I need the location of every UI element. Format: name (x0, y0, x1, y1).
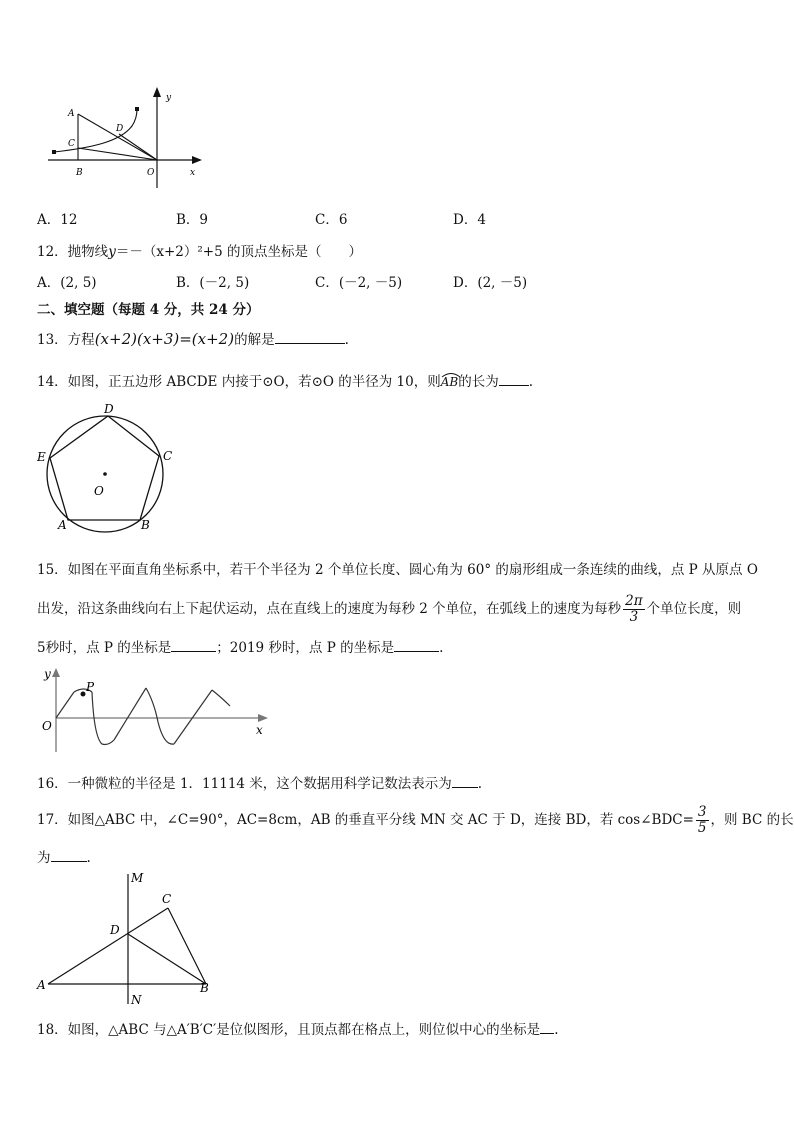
q11-option-b[interactable]: B．9 (176, 212, 209, 228)
q12-option-a[interactable]: A．(2, 5) (37, 275, 97, 291)
q15-line-3-a: 5秒时，点 P 的坐标是 (37, 640, 172, 656)
fig11-label-o: O (147, 168, 155, 178)
q13-answer-blank[interactable] (275, 330, 345, 344)
fig17-label-n: N (131, 993, 142, 1007)
fig14-label-o: O (94, 484, 104, 498)
q15-line-3-b: ；2019 秒时，点 P 的坐标是 (216, 640, 395, 656)
q17-end: . (86, 850, 91, 866)
q12-eq-rest: ＝－（x+2）²+5 的顶点坐标是（ ） (115, 244, 362, 260)
q17-frac-num: 3 (697, 804, 707, 820)
q18-answer-blank[interactable] (540, 1020, 554, 1034)
q16-text: 16．一种微粒的半径是 1．11114 米，这个数据用科学记数法表示为 (37, 776, 452, 792)
q14-stem (37, 370, 533, 390)
fig17-label-d: D (110, 923, 120, 937)
fig11-label-b: B (76, 168, 83, 178)
q12-option-c[interactable]: C．(－2, －5) (315, 275, 403, 291)
q14-answer-blank[interactable] (499, 372, 529, 386)
q17-line-2 (37, 846, 91, 866)
fig17-label-c: C (162, 892, 172, 906)
q14-end: . (528, 374, 533, 390)
q13-prefix: 13．方程 (37, 332, 95, 348)
q13-end: . (344, 332, 349, 348)
q16-stem (37, 772, 482, 792)
fig15-label-o: O (42, 719, 52, 733)
q13-stem (37, 328, 349, 348)
q15-frac-den: 3 (629, 609, 639, 625)
q17-line-1 (37, 802, 794, 838)
arc-symbol-icon (441, 372, 461, 378)
q11-figure (40, 82, 210, 192)
q15-answer-blank-1[interactable] (171, 638, 216, 652)
q15-line-2 (37, 591, 741, 627)
fig14-label-b: B (141, 518, 150, 532)
fig14-label-d: D (104, 402, 114, 416)
q12-eq-var: y (108, 244, 116, 260)
q14-text-after: 的长为 (458, 374, 499, 390)
q14-arc-label: AB (440, 375, 459, 389)
q15-fraction (623, 594, 644, 625)
q12-option-b[interactable]: B．(－2, 5) (176, 275, 250, 291)
q16-end: . (477, 776, 483, 792)
fig11-label-x: x (190, 168, 196, 178)
q13-suffix: 的解是 (234, 332, 275, 348)
q15-line-2-after: 个单位长度，则 (646, 601, 742, 617)
fig17-label-a: A (37, 978, 46, 992)
q17-line-1-before: 17．如图△ABC 中，∠C=90°，AC=8cm，AB 的垂直平分线 MN 交 AC 于 D，连接 BD，若 cos∠BDC= (37, 812, 694, 828)
fig11-label-a: A (68, 109, 75, 119)
fig11-label-y: y (166, 93, 172, 103)
q11-option-d[interactable]: D．4 (453, 212, 486, 228)
q17-figure (34, 868, 214, 1008)
q15-answer-blank-2[interactable] (394, 638, 439, 652)
q13-equation: (x+2)(x+3)=(x+2) (94, 330, 235, 348)
q17-line-1-after: ，则 BC 的长 (710, 812, 794, 828)
q11-option-a[interactable]: A．12 (37, 212, 78, 228)
fig17-label-b: B (200, 981, 209, 995)
section-2-title: 二、填空题（每题 4 分，共 24 分） (37, 302, 260, 318)
q15-end: . (439, 640, 444, 656)
fig14-label-c: C (163, 449, 173, 463)
q17-line-2-text: 为 (37, 850, 51, 866)
fig14-label-a: A (58, 518, 67, 532)
q15-figure (36, 662, 276, 760)
q12-stem (37, 240, 362, 260)
q11-option-c[interactable]: C．6 (315, 212, 348, 228)
q15-line-1: 15．如图在平面直角坐标系中，若干个半径为 2 个单位长度、圆心角为 60° 的扇形组成一条连续的曲线，点 P 从原点 O (37, 562, 758, 578)
fig15-label-p: P (86, 680, 95, 694)
q14-text-before: 14．如图，正五边形 ABCDE 内接于⊙O，若⊙O 的半径为 10，则 (37, 374, 441, 390)
q14-arc (441, 375, 458, 389)
q15-line-2-before: 出发，沿这条曲线向右上下起伏运动，点在直线上的速度为每秒 2 个单位，在弧线上的速度为每秒 (37, 601, 622, 617)
q15-frac-num: 2π (625, 593, 643, 609)
q15-line-3 (37, 636, 443, 656)
q14-figure (30, 398, 180, 538)
q18-stem (37, 1018, 558, 1038)
fig14-label-e: E (37, 450, 46, 464)
fig11-label-c: C (68, 139, 75, 149)
q12-prefix: 12．抛物线 (37, 244, 109, 260)
q18-end: . (554, 1022, 559, 1038)
fig15-label-y: y (44, 667, 51, 681)
q17-frac-den: 5 (697, 820, 707, 836)
q17-answer-blank[interactable] (51, 848, 87, 862)
fig15-label-x: x (256, 723, 263, 737)
q12-option-d[interactable]: D．(2, －5) (453, 275, 528, 291)
fig11-label-d: D (116, 124, 124, 134)
q18-text: 18．如图，△ABC 与△A′B′C′是位似图形，且顶点都在格点上，则位似中心的坐标是 (37, 1022, 541, 1038)
q17-fraction (696, 805, 709, 836)
fig17-label-m: M (131, 871, 144, 885)
q16-answer-blank[interactable] (452, 774, 478, 788)
